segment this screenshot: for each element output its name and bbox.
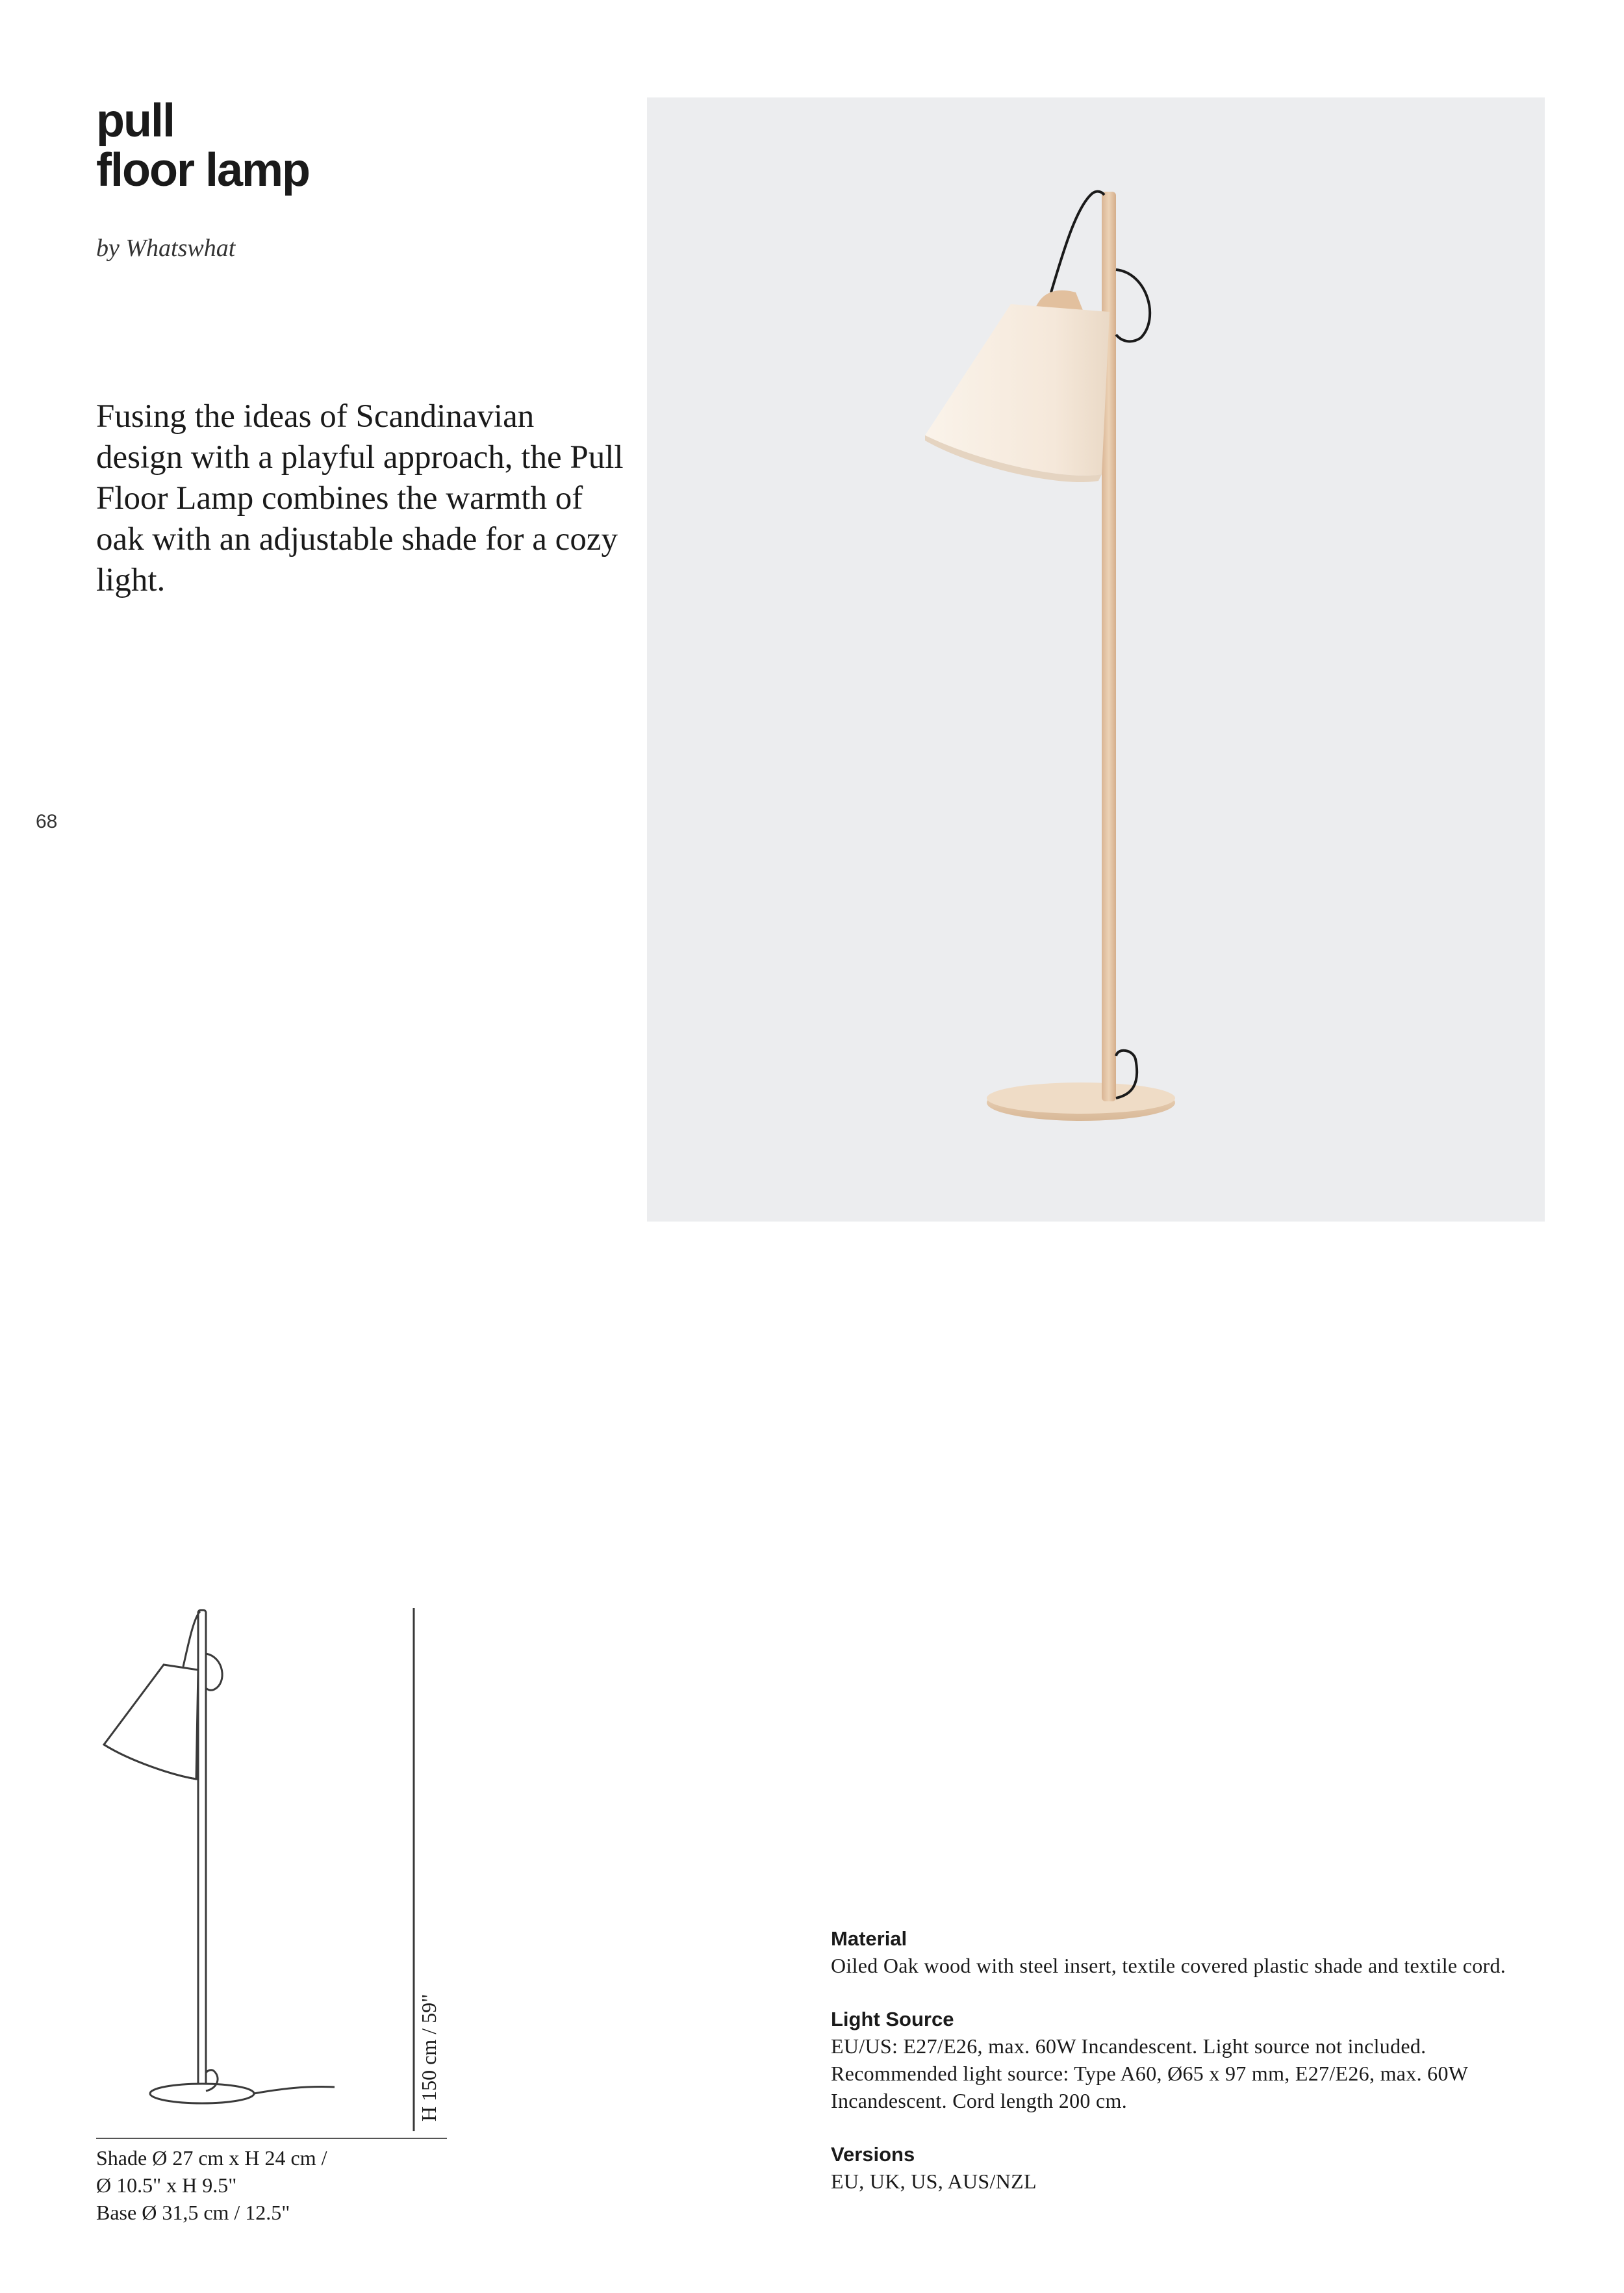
spec-value: EU, UK, US, AUS/NZL (831, 2170, 1037, 2193)
dimension-line-3: Base Ø 31,5 cm / 12.5" (96, 2201, 290, 2224)
dimension-notes (96, 2144, 460, 2226)
lamp-cord-loop (1116, 270, 1150, 341)
product-description: Fusing the ideas of Scandinavian design with a playful approach, the Pull Floor Lamp combines the warmth of oak with an adjustable shade for a cozy light. (96, 398, 624, 598)
spec-light-source (831, 2006, 1558, 2114)
specifications (831, 1926, 1558, 2222)
spec-heading: Light Source (831, 2008, 954, 2030)
designer-credit: by Whatswhat (96, 235, 236, 262)
drawing-divider (96, 2138, 447, 2139)
spec-material (831, 1926, 1558, 1979)
lamp-line-drawing (91, 1605, 455, 2144)
drawing-shade (104, 1665, 198, 1779)
dimension-line-2: Ø 10.5" x H 9.5" (96, 2173, 237, 2197)
spec-value: Oiled Oak wood with steel insert, textile covered plastic shade and textile cord. (831, 1954, 1506, 1977)
product-title (96, 96, 309, 195)
product-title-line-2: floor lamp (96, 144, 310, 196)
floor-lamp-photo-illustration (647, 97, 1545, 1222)
dimension-line-1: Shade Ø 27 cm x H 24 cm / (96, 2146, 327, 2170)
spec-heading: Versions (831, 2143, 915, 2166)
lamp-technical-drawing (91, 1605, 455, 2144)
lamp-cord-top (1051, 192, 1104, 292)
drawing-pole (198, 1610, 206, 2091)
page-number: 68 (36, 811, 58, 832)
height-dimension-label: H 150 cm / 59" (417, 1993, 440, 2121)
drawing-base (150, 2084, 254, 2103)
product-photo (647, 97, 1545, 1222)
product-title-line-1: pull (96, 95, 174, 147)
spec-heading: Material (831, 1927, 907, 1950)
drawing-cord-tail (254, 2087, 335, 2094)
spec-value: EU/US: E27/E26, max. 60W Incandescent. Light source not included. Recommended light source: Type A60, Ø65 x 97 mm, E27/E26, max. 60W Incandescent. Cord length 200 cm. (831, 2034, 1468, 2112)
drawing-cord-loop (206, 1654, 222, 1690)
lamp-base-top (987, 1082, 1175, 1114)
spec-versions (831, 2142, 1558, 2195)
